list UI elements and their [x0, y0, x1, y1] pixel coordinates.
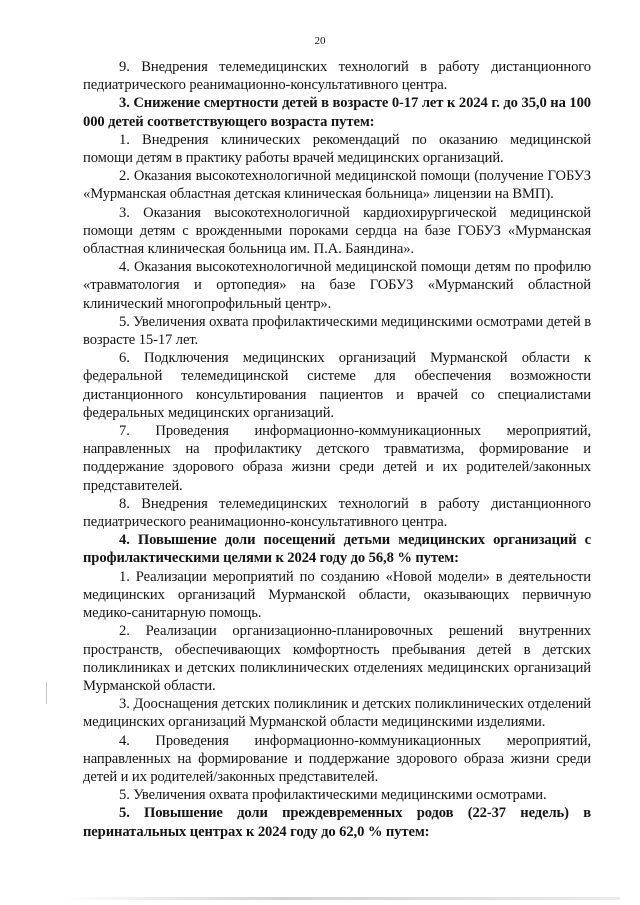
page-number: 20: [314, 35, 326, 47]
list-item: 5. Увеличения охвата профилактическими медицинскими осмотрами.: [119, 787, 547, 804]
list-item: 3. Дооснащения детских поликлиник и детских поликлинических отделений медицинских организаций Мурманской области медицинскими изделиями.: [83, 696, 591, 731]
section-heading: 5. Повышение доли преждевременных родов (22-37 недель) в перинатальных центрах к 2024 году до 62,0 % путем:: [83, 805, 591, 840]
list-item: 2. Оказания высокотехнологичной медицинской помощи (получение ГОБУЗ «Мурманская областная детская клиническая больница» лицензии на ВМП).: [83, 168, 591, 203]
list-item: 9. Внедрения телемедицинских технологий в работу дистанционного педиатрического реанимационно-консультативного центра.: [83, 59, 591, 94]
list-item: 2. Реализации организационно-планировочных решений внутренних пространств, обеспечивающих комфортность пребывания детей в детских поликлиниках и детских поликлинических отделениях медицинских организаций Мурманской области.: [83, 623, 591, 694]
scan-artifact: [46, 682, 47, 704]
list-item: 7. Проведения информационно-коммуникационных мероприятий, направленных на профилактику детского травматизма, формирование и поддержание здорового образа жизни среди детей и их родителей/законных представителей.: [83, 423, 591, 494]
list-item: 5. Увеличения охвата профилактическими медицинскими осмотрами детей в возрасте 15-17 лет.: [83, 313, 591, 349]
list-item: 1. Внедрения клинических рекомендаций по оказанию медицинской помощи детям в практику работы врачей медицинских организаций.: [83, 131, 591, 167]
list-item: 1. Реализации мероприятий по созданию «Новой модели» в деятельности медицинских организаций Мурманской области, оказывающих первичную медико-санитарную помощь.: [83, 568, 591, 622]
list-item: 3. Оказания высокотехнологичной кардиохирургической медицинской помощи детям с врожденными пороками сердца на базе ГОБУЗ «Мурманская областная клиническая больница им. П.А. Баяндина».: [83, 204, 591, 258]
scan-edge-shadow: [60, 897, 620, 900]
section-heading: 4. Повышение доли посещений детьми медицинских организаций с профилактическими целями к 2024 году до 56,8 % путем:: [83, 532, 591, 567]
list-item: 4. Оказания высокотехнологичной медицинской помощи детям по профилю «травматология и ортопедия» на базе ГОБУЗ «Мурманский областной клинический многопрофильный центр».: [83, 259, 591, 312]
list-item: 6. Подключения медицинских организаций Мурманской области к федеральной телемедицинской системе для обеспечения возможности дистанционного консультирования пациентов и врачей со специалистами федеральных медицинских организаций.: [83, 350, 591, 421]
list-item: 4. Проведения информационно-коммуникационных мероприятий, направленных на формирование и поддержание здорового образа жизни среди детей и их родителей/законных представителей.: [83, 732, 591, 785]
section-heading: 3. Снижение смертности детей в возрасте 0-17 лет к 2024 г. до 35,0 на 100 000 детей соответствующего возраста путем:: [83, 95, 591, 130]
list-item: 8. Внедрения телемедицинских технологий в работу дистанционного педиатрического реанимационно-консультативного центра.: [83, 495, 591, 531]
document-body: [83, 58, 591, 841]
